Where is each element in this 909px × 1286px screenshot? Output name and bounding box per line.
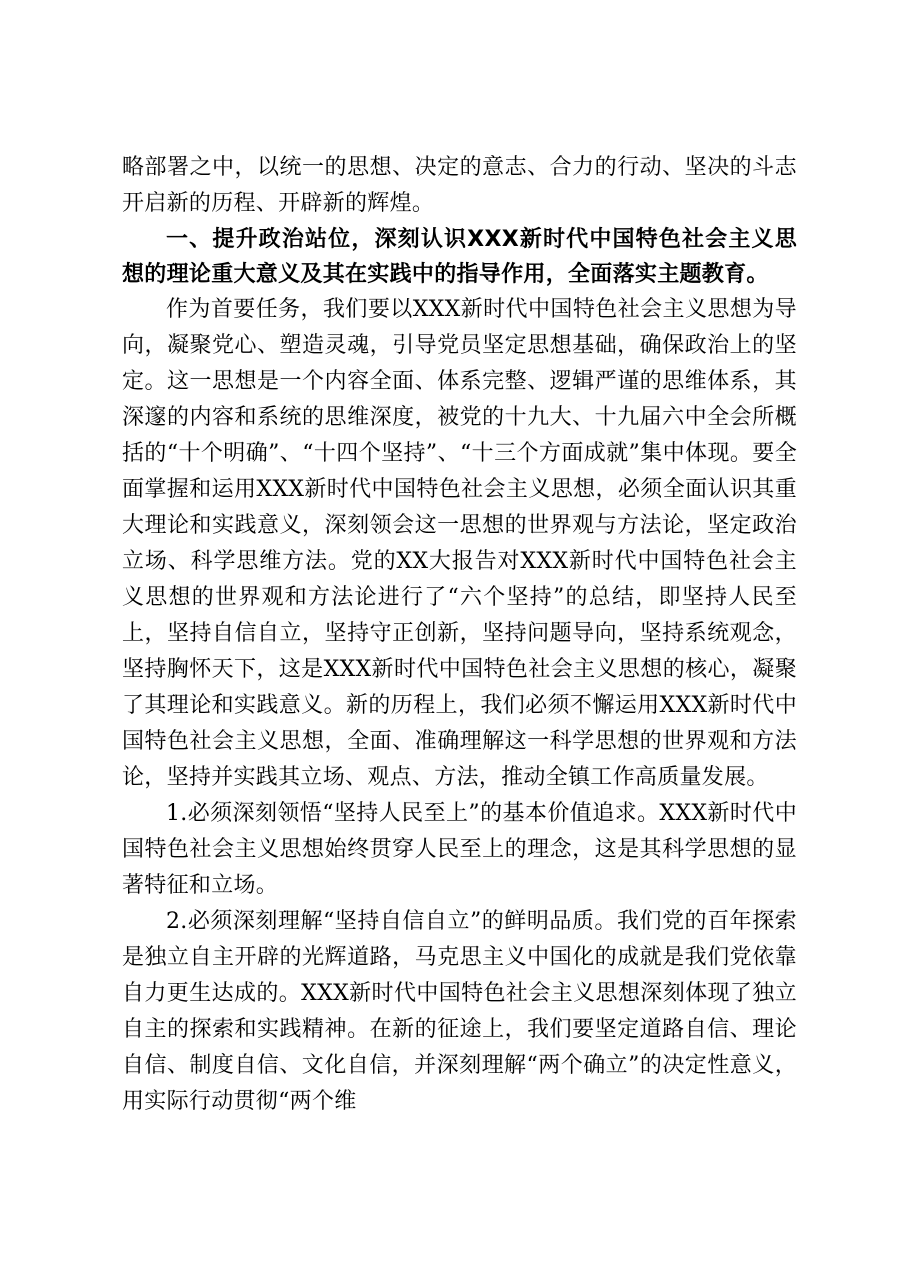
section-heading: 一、提升政治站位，深刻认识XXX新时代中国特色社会主义思想的理论重大意义及其在实践中的指导作用，全面落实主题教育。 <box>122 227 797 287</box>
numbered-paragraph-2: 2.必须深刻理解“坚持自信自立”的鲜明品质。我们党的百年探索是独立自主开辟的光辉道路，马克思主义中国化的成就是我们党依靠自力更生达成的。XXX新时代中国特色社会主义思想深刻体现了独立自主的探索和实践精神。在新的征途上，我们要坚定道路自信、理论自信、制度自信、文化自信，并深刻理解“两个确立”的决定性意义，用实际行动贯彻“两个维 <box>122 909 797 1114</box>
numbered-paragraph-1: 1.必须深刻领悟“坚持人民至上”的基本价值追求。XXX新时代中国特色社会主义思想始终贯穿人民至上的理念，这是其科学思想的显著特征和立场。 <box>122 801 797 898</box>
body-paragraph: 作为首要任务，我们要以XXX新时代中国特色社会主义思想为导向，凝聚党心、塑造灵魂，引导党员坚定思想基础，确保政治上的坚定。这一思想是一个内容全面、体系完整、逻辑严谨的思维体系，其深邃的内容和系统的思维深度，被党的十九大、十九届六中全会所概括的“十个明确”、“十四个坚持”、“十三个方面成就”集中体现。要全面掌握和运用XXX新时代中国特色社会主义思想，必须全面认识其重大理论和实践意义，深刻领会这一思想的世界观与方法论，坚定政治立场、科学思维方法。党的XX大报告对XXX新时代中国特色社会主义思想的世界观和方法论进行了“六个坚持”的总结，即坚持人民至上，坚持自信自立，坚持守正创新，坚持问题导向，坚持系统观念，坚持胸怀天下，这是XXX新时代中国特色社会主义思想的核心，凝聚了其理论和实践意义。新的历程上，我们必须不懈运用XXX新时代中国特色社会主义思想，全面、准确理解这一科学思想的世界观和方法论，坚持并实践其立场、观点、方法，推动全镇工作高质量发展。 <box>122 297 797 790</box>
continuation-paragraph: 略部署之中，以统一的思想、决定的意志、合力的行动、坚决的斗志开启新的历程、开辟新的辉煌。 <box>122 155 797 216</box>
document-body <box>122 150 797 1120</box>
